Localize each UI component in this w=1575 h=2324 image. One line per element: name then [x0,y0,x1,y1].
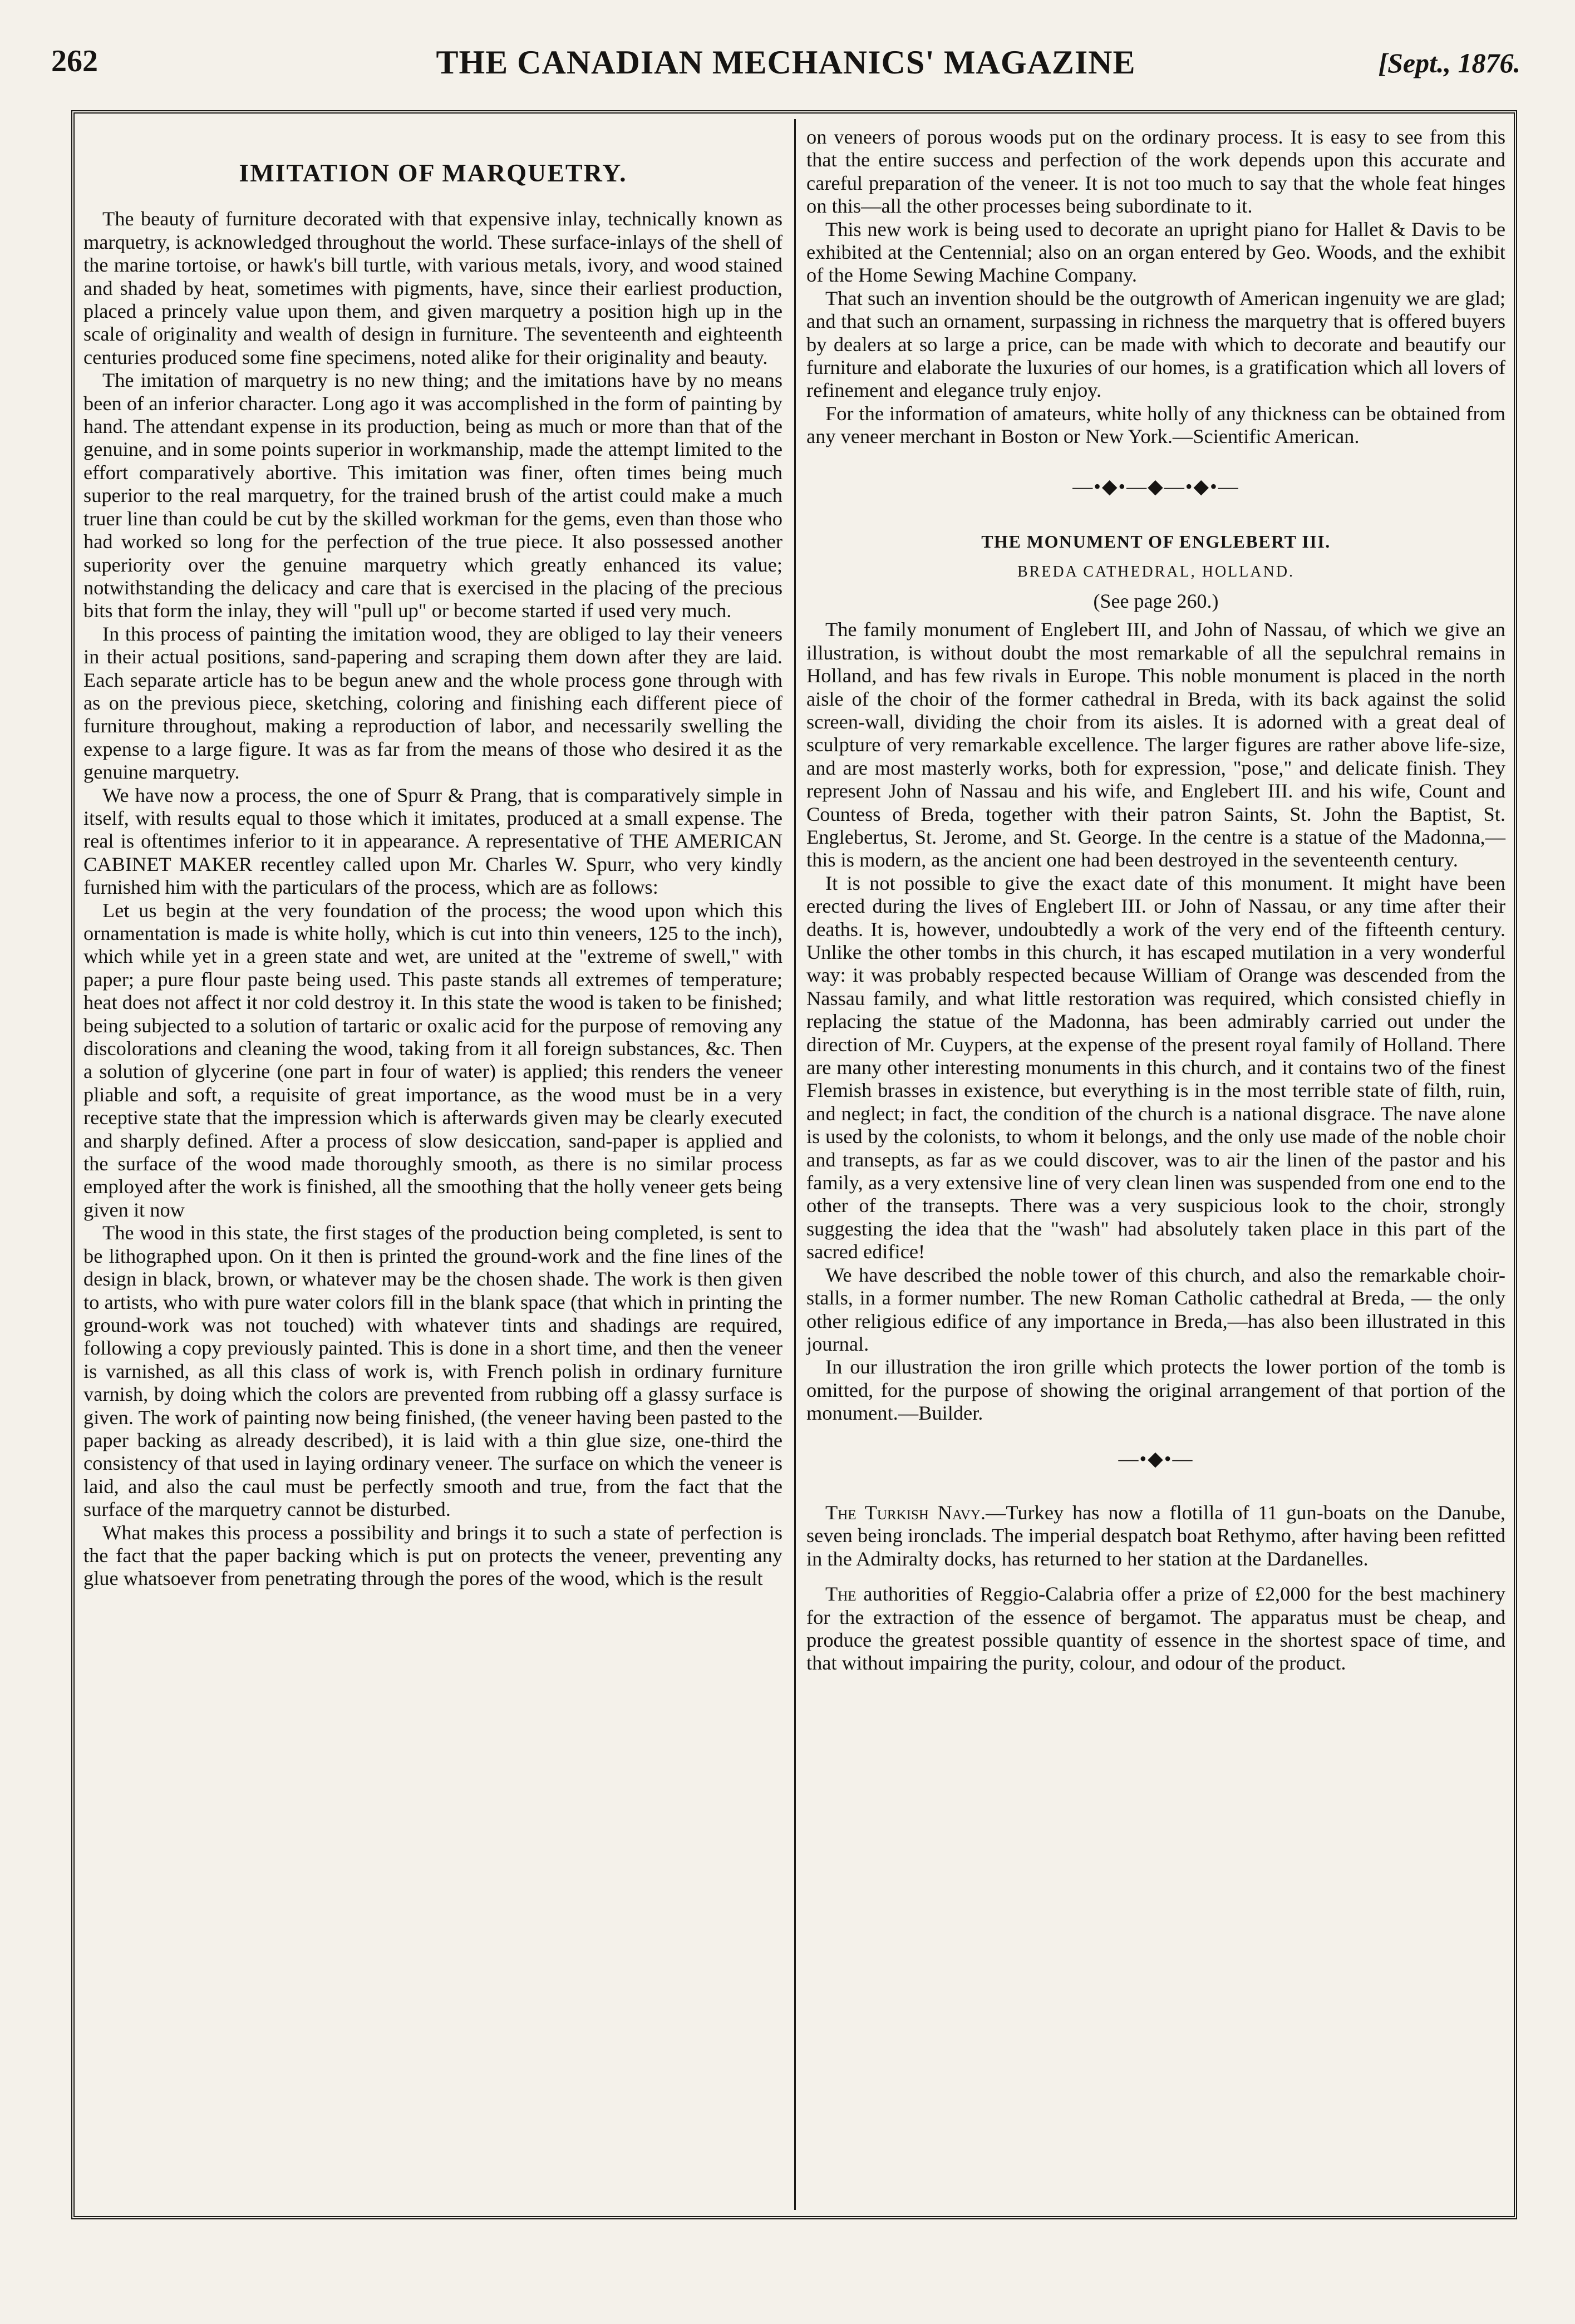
monument-headline: THE MONUMENT OF ENGLEBERT III. [981,531,1331,552]
article-paragraph: The beauty of furniture decorated with that expensive inlay, technically known as marquetry, is acknowledged throughout the world. These surface-inlays of the shell of the marine tortoise, or hawk's bill turtle, with various metals, ivory, and wood stained and shaded by heat, sometimes with pigments, have, since their earliest production, placed a princely value upon them, and given marquetry a position high up in the scale of originality and wealth of design in furniture. The seventeenth and eighteenth centuries produced some fine specimens, noted alike for their originality and beauty. [83,208,782,368]
article-paragraph: In this process of painting the imitation wood, they are obliged to lay their veneers in their actual positions, sand-papering and scraping them down after they are laid. Each separate article has to be begun anew and the whole process gone through with as on the previous piece, sketching, coloring and finishing each different piece of furniture throughout, making a reproduction of labor, and necessarily swelling the expense to a large figure. It was as far from the means of those who desired it as the genuine marquetry. [83,622,782,784]
article-paragraph: The imitation of marquetry is no new thing; and the imitations have by no means been of an inferior character. Long ago it was accomplished in the form of painting by hand. The attendant expense in its production, being as much or more than that of the genuine, and in some points superior in workmanship, made the attempt limited to the effort comparatively abortive. This imitation was finer, often times being much superior to the real marquetry, for the trained brush of the artist could make a much truer line than could be cut by the skilled workman for the gems, even than those who had worked so long for the perfection of the true piece. It also possessed another superiority over the genuine marquetry which greatly enhanced its value; notwithstanding the delicacy and care that is exercised in the placing of the precious bits that form the inlay, they will "pull up" or become started if used very much. [83,369,782,622]
article-headline: IMITATION OF MARQUETRY. [239,159,627,187]
news-item-text: —Turkey has now a flotilla of 11 gun-boats on the Danube, seven being ironclads. The imperial despatch boat Rethymo, after having been refitted in the Admiralty docks, has returned to her station at the Dardanelles. [806,1501,1505,1570]
article-paragraph: We have described the noble tower of this church, and also the remarkable choir-stalls, in a former number. The new Roman Catholic cathedral at Breda, — the only other religious edifice of any importance in Breda,—has also been illustrated in this journal. [806,1263,1505,1355]
article-paragraph: This new work is being used to decorate an upright piano for Hallet & Davis to be exhibited at the Centennial; also on an organ entered by Geo. Woods, and the exhibit of the Home Sewing Machine Company. [806,218,1505,287]
news-item-turkish-navy [806,1501,1505,1570]
section-ornament: —•◆•— [1118,1447,1194,1470]
article-paragraph: It is not possible to give the exact date of this monument. It might have been erected during the lives of Englebert III. or John of Nassau, or any time after their deaths. It is, however, undoubtedly a work of the very end of the fifteenth century. Unlike the other tombs in this church, it has escaped mutilation in a very wonderful way: it was probably respected because William of Orange was descended from the Nassau family, and what little restoration was required, which consisted chiefly in replacing the statue of the Madonna, has been admirably carried out under the direction of Mr. Cuypers, at the expense of the present royal family of Holland. There are many other interesting monuments in this church, and it contains two of the finest Flemish brasses in existence, but everything is in the most terrible state of filth, ruin, and neglect; in fact, the condition of the church is a national disgrace. The nave alone is used by the colonists, to whom it belongs, and the only use made of the noble choir and transepts, as far as we could discover, was to air the linen of the pastor and his family, as a very extensive line of very clean linen was suspended from one end to the other of the transepts. There was a very suspicious look to the choir, strongly suggesting the idea that the "wash" had absolutely taken place in this part of the sacred edifice! [806,872,1505,1263]
spacer [806,1570,1505,1583]
news-item-lead: The Turkish Navy. [825,1501,986,1524]
magazine-title: THE CANADIAN MECHANICS' MAGAZINE [436,44,1136,81]
article-paragraph: What makes this process a possibility and brings it to such a state of perfection is the fact that the paper backing which is put on protects the veneer, preventing any glue whatsoever from penetrating through the pores of the wood, which is the result [83,1521,782,1590]
issue-date: [Sept., 1876. [1378,47,1520,78]
article-paragraph: The wood in this state, the first stages of the production being completed, is sent to be lithographed upon. On it then is printed the ground-work and the fine lines of the design in black, brown, or whatever may be the chosen shade. The work is then given to artists, who with pure water colors fill in the blank space (that which in printing the ground-work was not touched) with whatever tints and shadings are required, following a copy previously painted. This is done in a short time, and then the veneer is varnished, as all this class of work is, with French polish in ordinary furniture varnish, by doing which the colors are prevented from rubbing off a glassy surface is given. The work of painting now being finished, (the veneer having been pasted to the paper backing as already described), it is laid with a thin glue size, one-third the consistency of that used in laying ordinary veneer. The surface on which the veneer is laid, and also the caul must be perfectly smooth and true, from the fact that the surface of the marquetry cannot be disturbed. [83,1222,782,1521]
article-paragraph: In our illustration the iron grille which protects the lower portion of the tomb is omitted, for the purpose of showing the original arrangement of that portion of the monument.—Builder. [806,1356,1505,1425]
monument-subhead: BREDA CATHEDRAL, HOLLAND. [1017,563,1295,580]
news-item-lead: The [825,1583,857,1606]
column-divider [794,119,796,2210]
section-ornament: —•◆•—◆—•◆•— [1072,475,1239,498]
news-item-reggio-calabria [806,1583,1505,1675]
news-item-text: authorities of Reggio-Calabria offer a prize of £2,000 for the best machinery for the extraction of the essence of bergamot. The apparatus must be cheap, and produce the greatest possible quantity of essence in the shortest space of time, and that without impairing the purity, colour, and odour of the product. [806,1583,1505,1675]
continued-paragraph: on veneers of porous woods put on the ordinary process. It is easy to see from this that the entire success and perfection of the work depends upon this accurate and careful preparation of the veneer. It is not too much to say that the whole feat hinges on this—all the other processes being subordinate to it. [806,126,1505,218]
article-paragraph: That such an invention should be the outgrowth of American ingenuity we are glad; and that such an ornament, surpassing in richness the marquetry that is offered buyers by dealers at so large a price, can be made with which to decorate and beautify our furniture and elaborate the luxuries of our homes, is a gratification which all lovers of refinement and elegance truly enjoy. [806,287,1505,402]
see-page-reference: (See page 260.) [1093,589,1219,612]
article-paragraph: We have now a process, the one of Spurr & Prang, that is comparatively simple in itself, with results equal to those which it imitates, produced at a small expense. The real is oftentimes inferior to it in appearance. A representative of THE AMERICAN CABINET MAKER recentley called upon Mr. Charles W. Spurr, who very kindly furnished him with the particulars of the process, which are as follows: [83,784,782,899]
article-paragraph: For the information of amateurs, white holly of any thickness can be obtained from any veneer merchant in Boston or New York.—Scientific American. [806,402,1505,448]
left-column [83,132,782,1591]
right-column [806,126,1505,1675]
article-paragraph: The family monument of Englebert III, and John of Nassau, of which we give an illustration, is without doubt the most remarkable of all the sepulchral remains in Holland, and has few rivals in Europe. This noble monument is placed in the north aisle of the choir of the former cathedral in Breda, with its back against the solid screen-wall, dividing the choir from its aisles. It is adorned with a great deal of sculpture of very remarkable excellence. The larger figures are rather above life-size, and are most masterly works, both for expression, "pose," and delicate finish. They represent John of Nassau and his wife, and Englebert III. and his wife, Count and Countess of Breda, together with their patron Saints, St. John the Baptist, St. Englebertus, St. Jerome, and St. George. In the centre is a statue of the Madonna,—this is modern, as the ancient one had been destroyed in the seventeenth century. [806,618,1505,872]
page-header [51,43,1520,97]
page-number: 262 [51,44,98,78]
article-paragraph: Let us begin at the very foundation of the process; the wood upon which this ornamentation is made is white holly, which is cut into thin veneers, 125 to the inch), which while yet in a green state and wet, are united at the "extreme of swell," with paper; a pure flour paste being used. This paste stands all extremes of temperature; heat does not affect it nor cold destroy it. In this state the wood is taken to be finished; being subjected to a solution of tartaric or oxalic acid for the purpose of removing any discolorations and cleaning the wood, taking from it all foreign substances, &c. Then a solution of glycerine (one part in four of water) is applied; this renders the veneer pliable and soft, a requisite of great importance, as the wood must be in a very receptive state that the impression which is afterwards given may be clearly executed and sharply defined. After a process of slow desiccation, sand-paper is applied and the surface of the wood made thoroughly smooth, as there is no similar process employed after the work is finished, all the smoothing that the holly veneer gets being given it now [83,899,782,1221]
